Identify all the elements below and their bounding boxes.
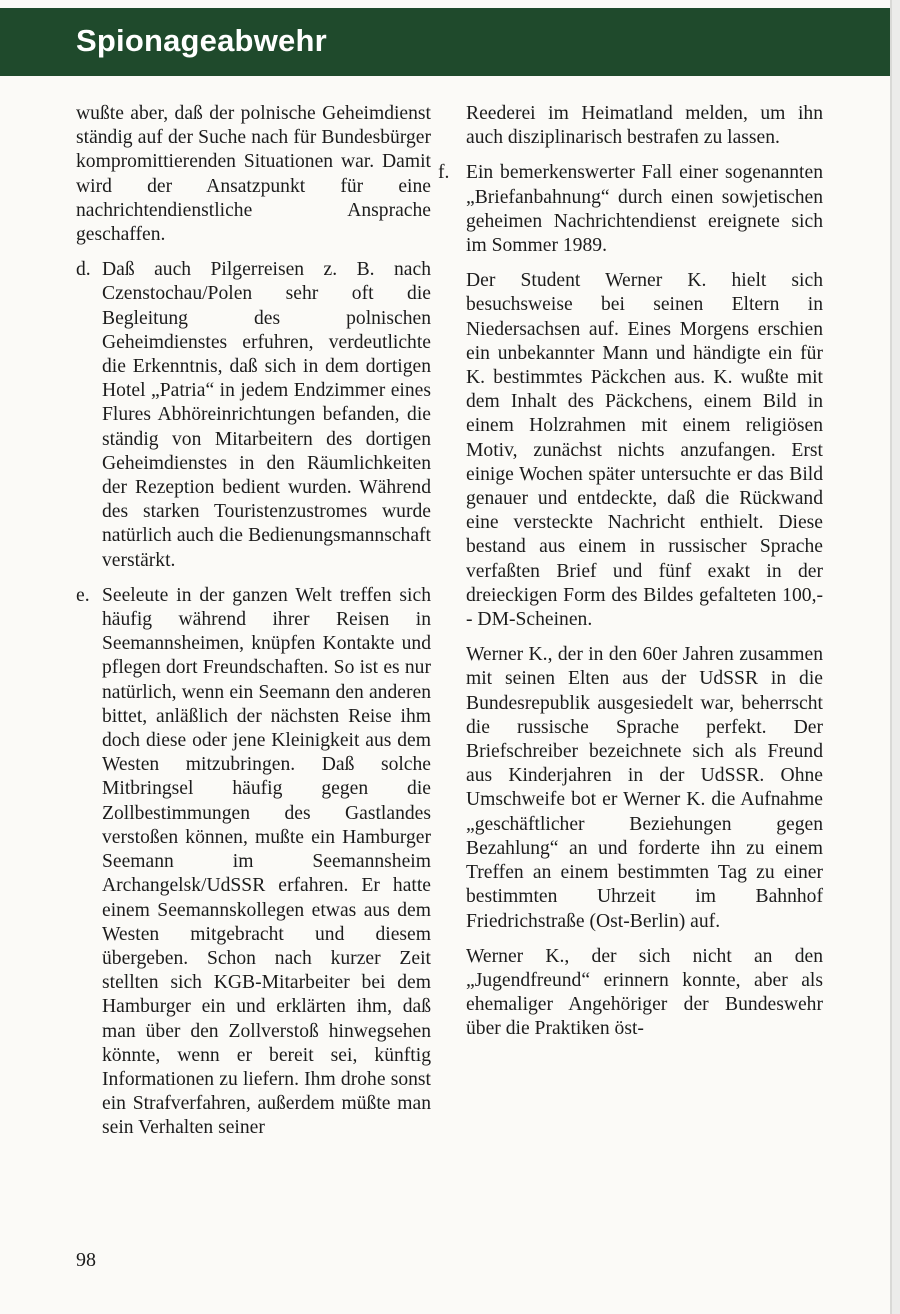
list-marker: f. — [438, 162, 450, 184]
left-text-column — [76, 102, 431, 1141]
list-item-e — [76, 584, 431, 1141]
list-item-d — [76, 258, 431, 573]
continuation-paragraph: Reederei im Heimatland melden, um ihn auch disziplinarisch bestrafen zu lassen. — [466, 103, 823, 149]
list-item-text: Seeleute in der ganzen Welt treffen sich häufig während ihrer Reisen in Seemannsheimen, knüpfen Kontakte und pflegen dort Freundschaften. So ist es nur natürlich, wenn ein Seemann den anderen bittet, anläßlich der nächsten Reise ihm doch diese oder jene Kleinigkeit aus dem Westen mitzubringen. Daß solche Mitbringsel häufig gegen die Zollbestimmungen des Gastlandes verstoßen können, mußte ein Hamburger Seemann im Seemannsheim Archangelsk/UdSSR erfahren. Er hatte einem Seemannskollegen etwas aus dem Westen mitgebracht und diesem übergeben. Schon nach kurzer Zeit stellten sich KGB-Mitarbeiter bei dem Hamburger ein und erklärten ihm, daß man über den Zollverstoß hinwegsehen könnte, wenn er bereit sei, künftig Informationen zu liefern. Ihm drohe sonst ein Strafverfahren, außerdem müßte man sein Verhalten seiner — [102, 584, 431, 1139]
body-paragraph: Werner K., der in den 60er Jahren zusammen mit seinen Elten aus der UdSSR in die Bundesrepublik ausgesiedelt war, beherrscht die russische Sprache perfekt. Der Briefschreiber bezeichnete sich als Freund aus Kinderjahren in der UdSSR. Ohne Umschweife bot er Werner K. die Aufnahme „geschäftlicher Beziehungen gegen Bezahlung“ an und forderte ihn zu einem Treffen an einem bestimmten Tag zu einer bestimmten Uhrzeit im Bahnhof Friedrichstraße (Ost-Berlin) auf. — [466, 644, 823, 932]
list-item-text: Daß auch Pilgerreisen z. B. nach Czenstochau/Polen sehr oft die Begleitung des polnischen Geheimdienstes erfuhren, verdeutlichte die Erkenntnis, daß sich in dem dortigen Hotel „Patria“ in jedem Endzimmer eines Flures Abhöreinrichtungen befanden, die ständig von Mitarbeitern des dortigen Geheimdienstes in den Räumlichkeiten der Rezeption bedient wurden. Während des starken Touristenzustromes wurde natürlich auch die Bedienungsmannschaft verstärkt. — [102, 259, 431, 571]
chapter-header-bar — [0, 8, 890, 76]
list-marker: e. — [76, 584, 90, 606]
continuation-paragraph: wußte aber, daß der polnische Geheimdienst ständig auf der Suche nach für Bundesbürger kompromittierenden Situationen war. Damit wird der Ansatzpunkt für eine nachrichtendienstliche Ansprache geschaffen. — [76, 103, 431, 246]
page-number: 98 — [76, 1249, 96, 1271]
list-marker: d. — [76, 259, 91, 281]
list-item-text: Ein bemerkenswerter Fall einer sogenannten „Briefanbahnung“ durch einen sowjetischen geheimen Nachrichtendienst ereignete sich im Sommer 1989. — [466, 162, 823, 257]
body-paragraph: Werner K., der sich nicht an den „Jugendfreund“ erinnern konnte, aber als ehemaliger Angehöriger der Bundeswehr über die Praktiken öst- — [466, 945, 823, 1040]
chapter-title: Spionageabwehr — [76, 23, 327, 58]
right-text-column — [438, 102, 823, 1042]
body-paragraph: Der Student Werner K. hielt sich besuchsweise bei seinen Eltern in Niedersachsen auf. Eines Morgens erschien ein unbekannter Mann und händigte ein für K. bestimmtes Päckchen aus. K. wußte mit dem Inhalt des Päckchens, einem Bild in einem Holzrahmen mit einem religiösen Motiv, zunächst nichts anzufangen. Erst einige Wochen später untersuchte er das Bild genauer und entdeckte, daß die Rückwand eine versteckte Nachricht enthielt. Diese bestand aus einem in russischer Sprache verfaßten Brief und fünf exakt in der dreieckigen Form des Bildes gefalteten 100,-- DM-Scheinen. — [466, 270, 823, 631]
list-item-f — [438, 161, 823, 258]
